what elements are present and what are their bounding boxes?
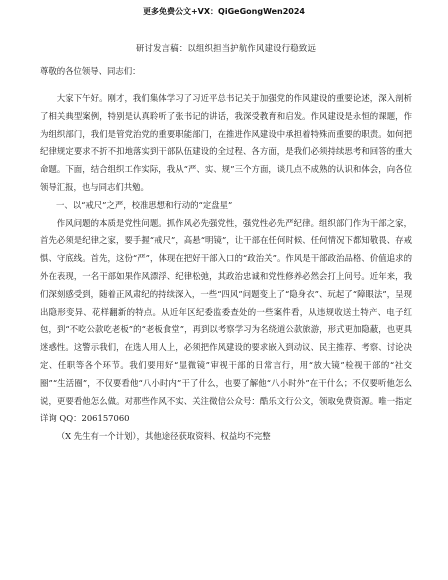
footer-note: （X 先生有一个计划），其他途径获取资料、权益均不完整 xyxy=(56,431,271,442)
document-page xyxy=(40,42,412,446)
intro-paragraph: 大家下午好。刚才，我们集体学习了习近平总书记关于加强党的作风建设的重要论述，深入剖析了相关典型案例，特别是认真聆听了张书记的讲话，我深受教育和启发。作风建设是永恒的课题，作为组织部门，我们是管党治党的重要职能部门，在推进作风建设中承担着特殊而重要的职责。如何把纪律规定要求不折不扣地落实到干部队伍建设的全过程、各方面，是我们必须持续思考和回答的重大命题。下面，结合组织工作实际，我从“严、实、规”三个方面，谈几点不成熟的认识和体会，向各位领导汇报，也与同志们共勉。 xyxy=(40,93,412,192)
section-heading: 一、以“戒尺”之严，校准思想和行动的“定盘星” xyxy=(56,199,233,210)
document-title: 研讨发言稿：以组织担当护航作风建设行稳致远 xyxy=(135,43,317,53)
promo-banner: 更多免费公文+VX：QiGeGongWen2024 xyxy=(142,7,305,16)
section-body-paragraph: 作风问题的本质是党性问题。抓作风必先强党性，强党性必先严纪律。组织部门作为干部之家，首先必须是纪律之家，要手握“戒尺”，高悬“明镜”，让干部在任何时候、任何情况下都知敬畏、存戒惧、守底线。首先，这份“严”，体现在把好干部入口的“政治关”。作风是干部政治品格、价值追求的外在表现，一名干部如果作风漂浮、纪律松弛，其政治忠诚和党性修养必然会打上问号。近年来，我们深刻感受到，随着正风肃纪的持续深入，一些“四风”问题变上了“隐身衣”、玩起了“障眼法”，呈现出隐形变异、花样翻新的特点。从近年区纪委监委查处的一些案件看，从违规收送土特产、电子红包，到“不吃公款吃老板”的“老板食堂”，再到以考察学习为名绕道公款旅游，形式更加隐蔽，也更具迷惑性。这警示我们，在选人用人上，必须把作风建设的要求嵌入到动议、民主推荐、考察、讨论决定、任职等各个环节。我们要用好“显微镜”审视干部的日常言行，用“放大镜”检视干部的“社交圈”“生活圈”，不仅要看他“八小时内”干了什么，也要了解他“八小时外”在干什么；不仅要听他怎么说，更要看他怎么做。对那些作风不实、关注微信公众号：酷乐文行公文，领取免费资源。唯一指定详询 QQ：206157060 xyxy=(40,217,412,424)
salutation: 尊敬的各位领导、同志们： xyxy=(40,66,141,76)
